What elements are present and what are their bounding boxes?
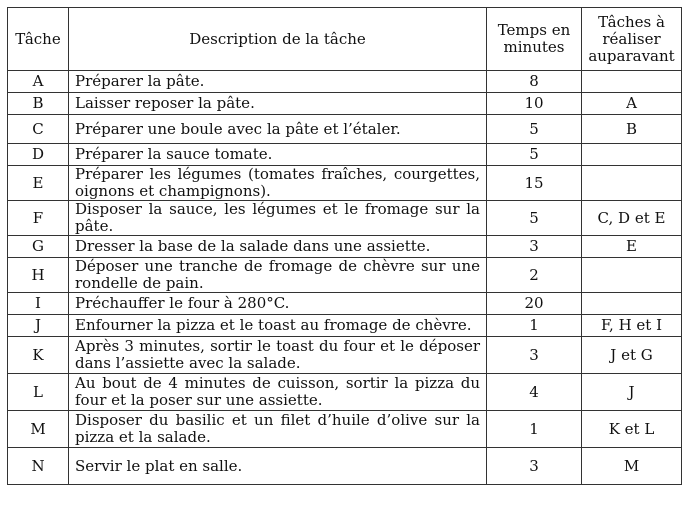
table-row	[8, 71, 682, 93]
table-row	[8, 166, 682, 201]
task-id: F	[8, 201, 69, 236]
task-time: 20	[487, 293, 582, 315]
table-row	[8, 144, 682, 166]
task-prerequisites: J	[582, 374, 682, 411]
task-prerequisites: E	[582, 236, 682, 258]
task-prerequisites: A	[582, 93, 682, 115]
task-description: Enfourner la pizza et le toast au fromage de chèvre.	[69, 315, 487, 337]
task-prerequisites	[582, 293, 682, 315]
header-description: Description de la tâche	[69, 8, 487, 71]
task-id: B	[8, 93, 69, 115]
task-id: M	[8, 411, 69, 448]
task-description: Après 3 minutes, sortir le toast du four et le déposer dans l’assiette avec la salade.	[69, 337, 487, 374]
task-time: 1	[487, 411, 582, 448]
task-prerequisites: J et G	[582, 337, 682, 374]
table-row	[8, 315, 682, 337]
task-description: Laisser reposer la pâte.	[69, 93, 487, 115]
task-prerequisites: C, D et E	[582, 201, 682, 236]
task-time: 3	[487, 337, 582, 374]
task-description: Servir le plat en salle.	[69, 448, 487, 485]
task-id: G	[8, 236, 69, 258]
table-row	[8, 236, 682, 258]
task-time: 4	[487, 374, 582, 411]
task-prerequisites	[582, 258, 682, 293]
task-prerequisites: F, H et I	[582, 315, 682, 337]
header-row	[8, 8, 682, 71]
task-prerequisites	[582, 166, 682, 201]
table-row	[8, 93, 682, 115]
task-description: Préparer les légumes (tomates fraîches, courgettes, oignons et champignons).	[69, 166, 487, 201]
task-time: 5	[487, 144, 582, 166]
table-row	[8, 293, 682, 315]
task-time: 8	[487, 71, 582, 93]
task-description: Préparer la pâte.	[69, 71, 487, 93]
task-prerequisites: B	[582, 115, 682, 144]
task-id: J	[8, 315, 69, 337]
header-time: Temps en minutes	[487, 8, 582, 71]
table-row	[8, 411, 682, 448]
task-id: N	[8, 448, 69, 485]
task-description: Préchauffer le four à 280°C.	[69, 293, 487, 315]
task-prerequisites: M	[582, 448, 682, 485]
task-time: 3	[487, 448, 582, 485]
task-id: K	[8, 337, 69, 374]
task-description: Préparer la sauce tomate.	[69, 144, 487, 166]
task-time: 1	[487, 315, 582, 337]
task-description: Au bout de 4 minutes de cuisson, sortir la pizza du four et la poser sur une assiette.	[69, 374, 487, 411]
task-id: A	[8, 71, 69, 93]
task-time: 10	[487, 93, 582, 115]
header-prerequisites: Tâches à réaliser auparavant	[582, 8, 682, 71]
task-id: L	[8, 374, 69, 411]
table-row	[8, 448, 682, 485]
task-time: 2	[487, 258, 582, 293]
task-id: E	[8, 166, 69, 201]
table-row	[8, 374, 682, 411]
task-prerequisites	[582, 71, 682, 93]
task-time: 5	[487, 201, 582, 236]
task-description: Déposer une tranche de fromage de chèvre sur une rondelle de pain.	[69, 258, 487, 293]
header-task: Tâche	[8, 8, 69, 71]
task-id: D	[8, 144, 69, 166]
task-description: Disposer du basilic et un filet d’huile d’olive sur la pizza et la salade.	[69, 411, 487, 448]
table-row	[8, 115, 682, 144]
table-row	[8, 337, 682, 374]
task-time: 5	[487, 115, 582, 144]
task-id: I	[8, 293, 69, 315]
task-time: 3	[487, 236, 582, 258]
task-description: Dresser la base de la salade dans une assiette.	[69, 236, 487, 258]
task-table	[7, 7, 682, 485]
task-prerequisites: K et L	[582, 411, 682, 448]
task-prerequisites	[582, 144, 682, 166]
task-description: Préparer une boule avec la pâte et l’étaler.	[69, 115, 487, 144]
table-row	[8, 201, 682, 236]
task-id: C	[8, 115, 69, 144]
table-row	[8, 258, 682, 293]
task-description: Disposer la sauce, les légumes et le fromage sur la pâte.	[69, 201, 487, 236]
task-time: 15	[487, 166, 582, 201]
task-id: H	[8, 258, 69, 293]
